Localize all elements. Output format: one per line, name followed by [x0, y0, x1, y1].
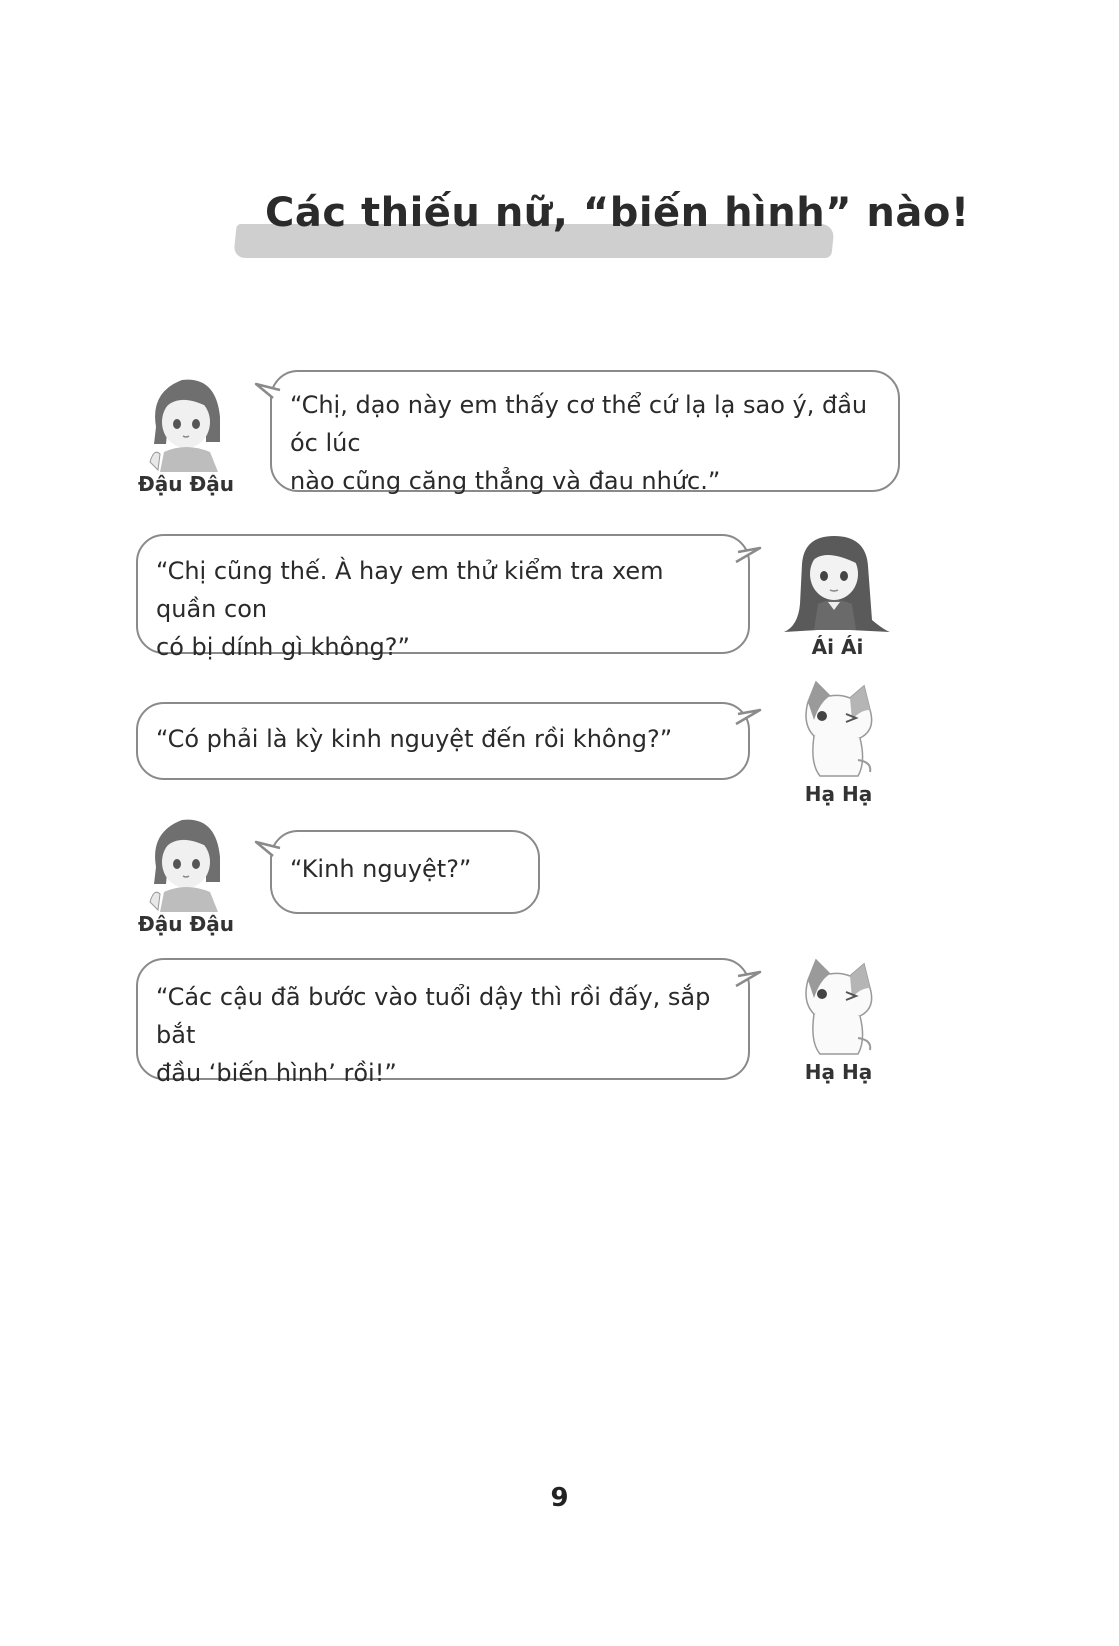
speaker-name: Ái Ái: [811, 635, 864, 659]
girl-long-hair-icon: [784, 534, 890, 634]
dialogue-line: “Có phải là kỳ kinh nguyệt đến rồi không?”: [156, 725, 673, 753]
speaker-name: Hạ Hạ: [804, 1060, 873, 1084]
cat-icon: [800, 680, 876, 780]
speaker-name: Đậu Đậu: [138, 912, 234, 936]
dialogue-line: “Kinh nguyệt?”: [290, 855, 472, 883]
bubble-tail: [736, 542, 766, 572]
chapter-title-text: Các thiếu nữ, “biến hình” nào!: [265, 190, 970, 236]
girl-short-hair-icon: [146, 812, 226, 912]
bubble-tail: [736, 706, 766, 736]
speaker-name: Hạ Hạ: [804, 782, 873, 806]
speech-bubble: [136, 534, 750, 661]
bubble-tail: [256, 380, 286, 410]
avatar-dau-dau: [146, 372, 226, 472]
dialogue-line: nào cũng căng thẳng và đau nhức.”: [290, 467, 721, 495]
avatar-dau-dau: [146, 812, 226, 912]
speech-bubble: [270, 830, 540, 914]
dialogue-line: đầu ‘biến hình’ rồi!”: [156, 1059, 397, 1087]
speech-bubble: [136, 702, 750, 780]
avatar-ai-ai: [784, 534, 890, 634]
girl-short-hair-icon: [146, 372, 226, 472]
dialogue-line: “Chị cũng thế. À hay em thử kiểm tra xem quần con: [156, 557, 664, 623]
speech-bubble: [270, 370, 900, 495]
page-number: 9: [550, 1483, 569, 1513]
speaker-name: Đậu Đậu: [138, 472, 234, 496]
avatar-ha-ha: [800, 680, 876, 780]
speech-bubble: [136, 958, 750, 1087]
cat-icon: [800, 958, 876, 1058]
bubble-tail: [736, 966, 766, 996]
dialogue-line: “Các cậu đã bước vào tuổi dậy thì rồi đấy, sắp bắt: [156, 983, 711, 1049]
bubble-tail: [256, 838, 286, 868]
avatar-ha-ha: [800, 958, 876, 1058]
chapter-title: [235, 190, 970, 270]
dialogue-line: có bị dính gì không?”: [156, 633, 410, 661]
dialogue-line: “Chị, dạo này em thấy cơ thể cứ lạ lạ sao ý, đầu óc lúc: [290, 391, 868, 457]
